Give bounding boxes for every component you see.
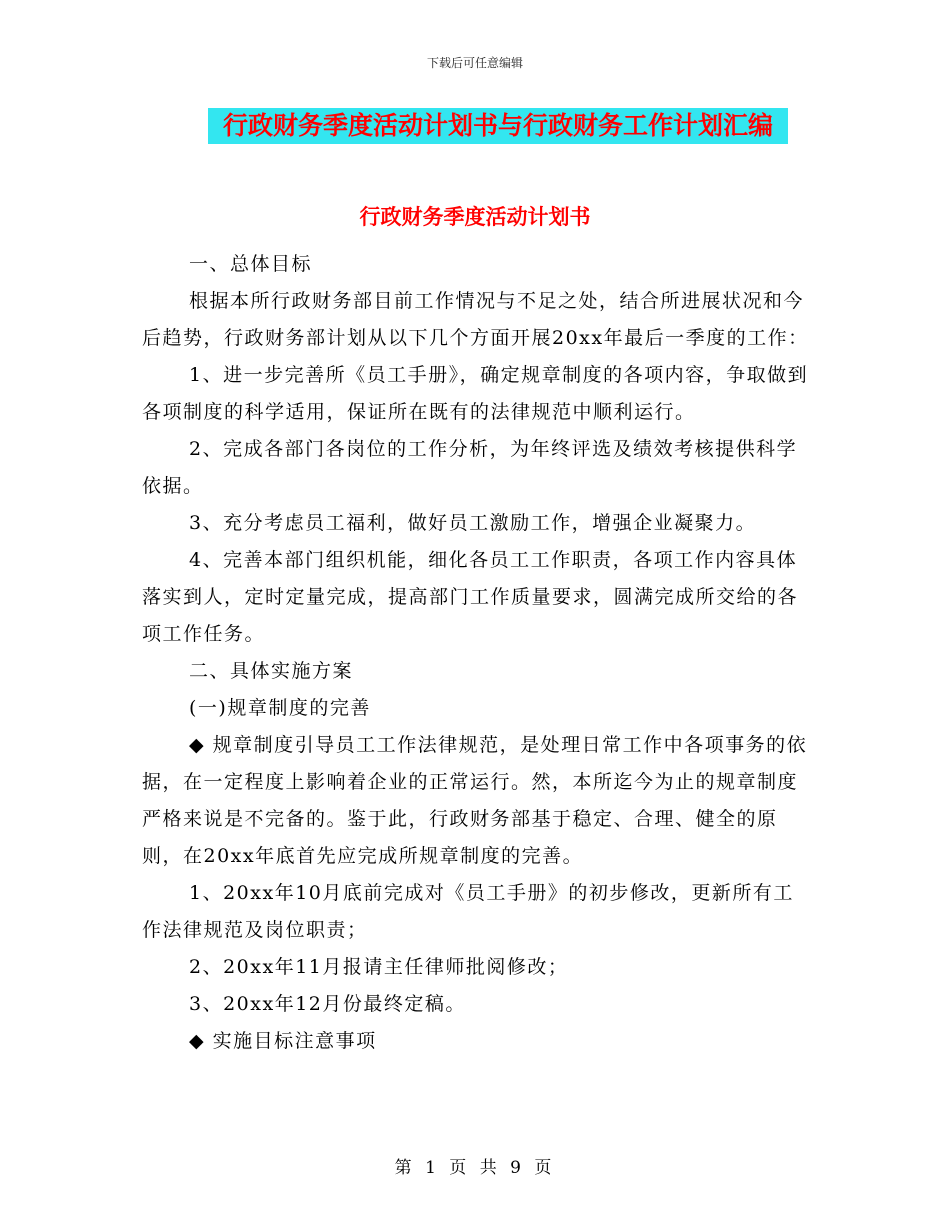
- bullet-paragraph: ◆ 规章制度引导员工工作法律规范，是处理日常工作中各项事务的依据，在一定程度上影响着企业的正常运行。然，本所迄今为止的规章制度严格来说是不完备的。鉴于此，行政财务部基于稳定、合理、健全的原则，在20xx年底首先应完成所规章制度的完善。: [142, 734, 808, 867]
- list-item: 2、20xx年11月报请主任律师批阅修改；: [189, 956, 569, 978]
- header-note: 下载后可任意编辑: [426, 56, 523, 70]
- list-item: 1、进一步完善所《员工手册》，确定规章制度的各项内容，争取做到各项制度的科学适用，保证所在既有的法律规范中顺利运行。: [142, 364, 809, 423]
- paragraph: 根据本所行政财务部目前工作情况与不足之处，结合所进展状况和今后趋势，行政财务部计划从以下几个方面开展20xx年最后一季度的工作：: [142, 290, 809, 349]
- list-item: 4、完善本部门组织机能，细化各员工工作职责，各项工作内容具体落实到人，定时定量完成，提高部门工作质量要求，圆满完成所交给的各项工作任务。: [142, 549, 799, 645]
- sub-title: 行政财务季度活动计划书: [359, 204, 591, 229]
- document-body: [142, 246, 810, 1060]
- main-title: 行政财务季度活动计划书与行政财务工作计划汇编: [208, 108, 788, 144]
- list-item: 2、完成各部门各岗位的工作分析，为年终评选及绩效考核提供科学依据。: [142, 438, 798, 497]
- subsection-heading: (一)规章制度的完善: [189, 697, 371, 719]
- page-footer: 第 1 页 共 9 页: [394, 1158, 556, 1178]
- list-item: 1、20xx年10月底前完成对《员工手册》的初步修改，更新所有工作法律规范及岗位职责；: [142, 882, 794, 941]
- section-heading-plan: 二、具体实施方案: [189, 660, 354, 682]
- list-item: 3、20xx年12月份最终定稿。: [189, 993, 466, 1015]
- section-heading-goals: 一、总体目标: [189, 253, 313, 275]
- bullet-paragraph: ◆ 实施目标注意事项: [189, 1030, 377, 1052]
- list-item: 3、充分考虑员工福利，做好员工激励工作，增强企业凝聚力。: [189, 512, 757, 534]
